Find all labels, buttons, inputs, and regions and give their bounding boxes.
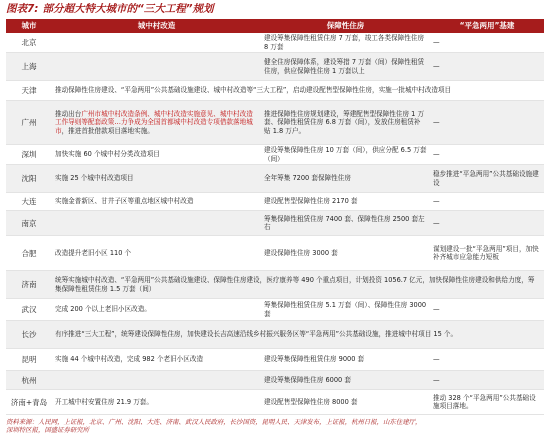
village-text: 推动保障性住房建设、“平急两用”公共基础设施建设、城中村改造等“三大工程”，启动建设配售型保障性住房，实施一批城中村改造项目 xyxy=(55,86,452,95)
cell-city: 上海 xyxy=(21,62,37,71)
village-text: 加快实施 60 个城中村分类改造项目 xyxy=(55,150,160,159)
cell-city: 北京 xyxy=(21,38,37,47)
source-line-2: 深圳特区报，国盛证券研究所 xyxy=(6,426,90,435)
header-city: 城市 xyxy=(21,21,37,30)
cell-city: 南京 xyxy=(21,218,37,228)
cell-housing: 建设筹集保障性住房 10 万套（间），供应分配 6.5 万套（间） xyxy=(264,146,427,163)
cell-village xyxy=(52,81,544,100)
header-housing: 保障性住房 xyxy=(326,21,365,30)
header-village: 城中村改造 xyxy=(137,21,176,30)
cell-village xyxy=(52,236,261,270)
table-row xyxy=(6,101,544,145)
cell-housing: 筹集保障性租赁住房 7400 套、保障性住房 2500 套左右 xyxy=(264,214,425,231)
village-text: 实施 44 个城中村改造，完成 982 个老旧小区改造 xyxy=(55,355,204,364)
cell-village xyxy=(52,390,261,414)
figure-title xyxy=(6,2,544,16)
table-header xyxy=(6,19,544,33)
cell-city: 杭州 xyxy=(21,375,37,385)
city-plan-table xyxy=(6,19,544,417)
village-text: 统筹实施城中村改造、“平急两用”公共基础设施建设、保障性住房建设，医疗康养等 490 个重点项目，计划投资 1056.7 亿元，加快保障性住房建设和供给力度，筹集保障性租赁住房 1.5 万套（间） xyxy=(55,276,535,293)
cell-village xyxy=(52,299,261,320)
cell-housing: 筹集保障性租赁住房 5.1 万套（间）、保障性住房 3000 套 xyxy=(264,301,427,318)
cell-housing: 建设保障性住房 3000 套 xyxy=(264,248,338,257)
cell-village-text xyxy=(55,398,153,406)
cell-village-text xyxy=(55,174,134,182)
cell-village-text xyxy=(55,276,541,292)
table-row xyxy=(6,193,544,211)
table-row xyxy=(6,371,544,390)
cell-city: 昆明 xyxy=(21,355,37,364)
table-row xyxy=(6,349,544,371)
cell-city: 长沙 xyxy=(21,330,37,339)
cell-village-text xyxy=(55,197,193,205)
cell-dual: — xyxy=(433,38,440,47)
cell-village-text xyxy=(55,330,457,338)
cell-housing: 建设筹集保障性租赁住房 7 万套，竣工各类保障性住房 8 万套 xyxy=(264,34,425,51)
cell-dual: — xyxy=(433,218,440,227)
table-row xyxy=(6,271,544,299)
cell-village xyxy=(52,145,261,164)
village-text: 实施 25 个城中村改造项目 xyxy=(55,174,134,183)
cell-village xyxy=(52,193,261,210)
cell-dual: 推动 328 个“平急两用”公共基础设施项目落地。 xyxy=(433,393,536,410)
header-dual: “平急两用”基建 xyxy=(459,21,515,30)
cell-housing: 建设配售型保障性住房 8000 套 xyxy=(264,397,358,406)
table-row xyxy=(6,145,544,165)
cell-dual: 稳步推进“平急两用”公共基础设施建设 xyxy=(433,170,539,187)
cell-city: 广州 xyxy=(21,118,37,127)
cell-village-text xyxy=(55,86,451,94)
cell-village-text xyxy=(55,249,131,257)
cell-village xyxy=(52,211,261,235)
cell-city: 合肥 xyxy=(21,248,37,258)
table-row xyxy=(6,321,544,349)
table-row xyxy=(6,165,544,193)
cell-city: 武汉 xyxy=(21,305,37,314)
cell-city: 深圳 xyxy=(21,150,37,159)
cell-village xyxy=(52,321,544,348)
cell-housing: 健全住房保障体系，建设筹措 7 万套（间）保障性租赁住房，供应保障性住房 1 万套以上 xyxy=(264,58,425,75)
cell-city: 济南+青岛 xyxy=(10,397,48,407)
cell-village-text xyxy=(55,305,151,313)
cell-city: 沈阳 xyxy=(21,174,37,183)
village-text: 推动出台 xyxy=(55,110,82,119)
cell-housing: 建设配售型保障性住房 2170 套 xyxy=(264,197,358,206)
table-row xyxy=(6,299,544,321)
cell-dual: — xyxy=(433,355,440,364)
cell-city: 天津 xyxy=(21,86,37,95)
table-row xyxy=(6,81,544,101)
table-row xyxy=(6,53,544,81)
cell-village xyxy=(52,53,261,80)
village-highlight-text: 广州市城中村改造条例、城中村改造实施意见、城中村改造工作导则等配套政策…力争成为全国首都城中村改造专项借款落地城市 xyxy=(55,110,253,135)
cell-dual: — xyxy=(433,375,440,384)
cell-housing: 全年筹集 7200 套保障性住房 xyxy=(264,174,351,183)
cell-village xyxy=(52,271,544,298)
village-text: 完成 200 个以上老旧小区改造。 xyxy=(55,305,151,314)
cell-village-text xyxy=(55,110,258,135)
village-text: 实施金普新区、甘井子区等重点地区城中村改造 xyxy=(55,197,194,206)
cell-dual: — xyxy=(433,62,440,71)
source-note xyxy=(6,418,546,435)
table-body xyxy=(6,33,544,415)
cell-village-text xyxy=(55,150,160,158)
cell-city: 济南 xyxy=(21,280,37,289)
cell-dual: — xyxy=(433,118,440,127)
source-line-1: 资料来源：人民网，上证报，北京、广州、沈阳、大连、济南、武汉人民政府，长沙国资，昆明人民、天津发布，上证报，杭州日报，山东住建厅， xyxy=(6,418,422,426)
cell-housing: 建设筹集保障性住房 6000 套 xyxy=(264,375,351,384)
cell-dual: — xyxy=(433,197,440,206)
table-row xyxy=(6,236,544,271)
table-row xyxy=(6,211,544,236)
cell-dual: — xyxy=(433,305,440,314)
cell-village xyxy=(52,349,261,370)
cell-village xyxy=(52,33,261,52)
village-text: 有序推进“三大工程”，统筹建设保障性住房，加快建设长吉高速沿线乡村振兴服务区等“平急两用”公共基础设施，推进城中村项目 15 个。 xyxy=(55,330,458,339)
cell-village xyxy=(52,165,261,192)
figure-label: 图表7: xyxy=(6,3,39,15)
table-row xyxy=(6,390,544,415)
village-tail-text: ，推进首批借款项目落地实施。 xyxy=(61,126,154,135)
figure-title-text: 部分超大特大城市的“三大工程”规划 xyxy=(42,3,214,15)
cell-housing: 建设筹集保障性租赁住房 9000 套 xyxy=(264,355,365,364)
cell-city: 大连 xyxy=(21,197,37,206)
cell-village-text xyxy=(55,355,203,363)
cell-village xyxy=(52,371,261,389)
village-text: 改造提升老旧小区 110 个 xyxy=(55,248,132,257)
cell-housing: 推进保障性住房规划建设，筹建配售型保障性住房 1 万套、保障性租赁住房 6.8 万套（间），发放住房租赁补贴 1.8 万户。 xyxy=(264,110,425,135)
cell-village xyxy=(52,101,261,144)
cell-dual: — xyxy=(433,150,440,159)
table-row xyxy=(6,33,544,53)
village-text: 开工城中村安置住房 21.9 万套。 xyxy=(55,397,153,406)
cell-dual: 谋划建设一批“平急两用”项目，加快补齐城市应急能力短板 xyxy=(433,244,539,261)
